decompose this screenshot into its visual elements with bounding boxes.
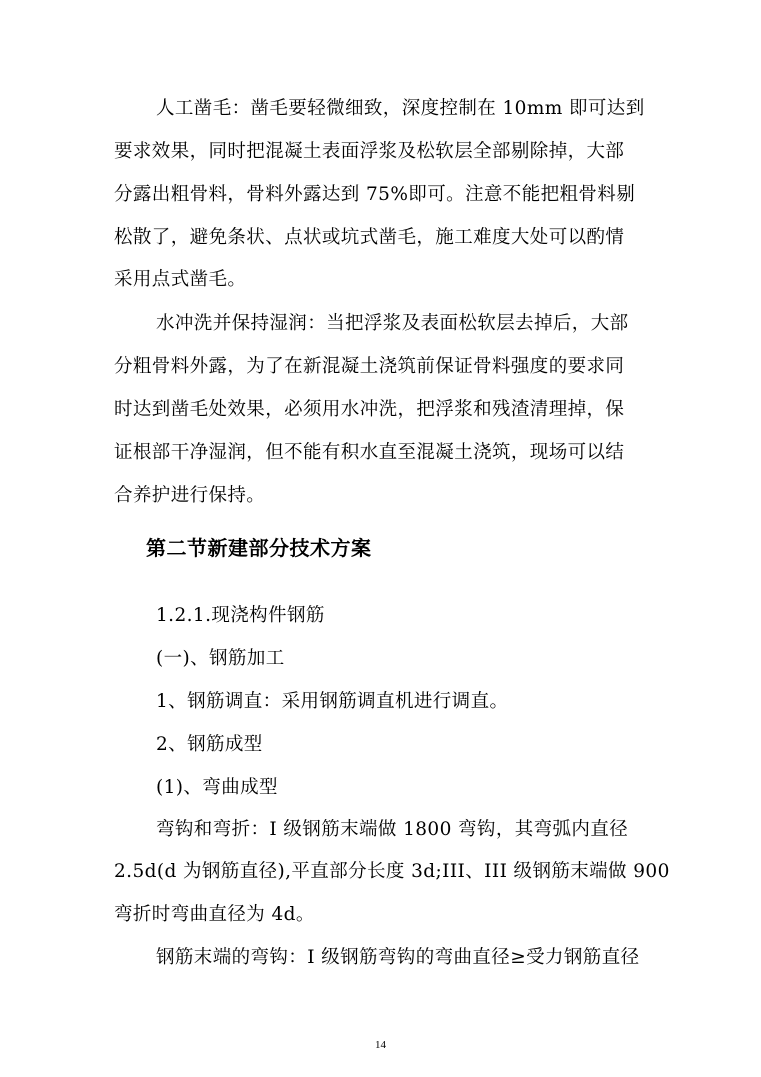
paragraph-1-line-2: 要求效果，同时把混凝土表面浮浆及松软层全部剔除掉，大部 bbox=[114, 141, 625, 162]
list-subitem-1: (1)、弯曲成型 bbox=[156, 777, 278, 798]
section-heading: 第二节新建部分技术方案 bbox=[146, 536, 372, 560]
paragraph-2-line-2: 分粗骨料外露，为了在新混凝土浇筑前保证骨料强度的要求同 bbox=[114, 356, 625, 377]
paragraph-1-line-5: 采用点式凿毛。 bbox=[114, 269, 247, 290]
bend-paragraph-line-3: 弯折时弯曲直径为 4d。 bbox=[114, 904, 315, 925]
hook-paragraph-line-1: 钢筋末端的弯钩：I 级钢筋弯钩的弯曲直径≥受力钢筋直径 bbox=[156, 947, 640, 968]
subsection-heading: 1.2.1.现浇构件钢筋 bbox=[156, 605, 325, 626]
paragraph-2-line-1: 水冲洗并保持湿润：当把浮浆及表面松软层去掉后，大部 bbox=[156, 313, 629, 334]
paragraph-2-line-5: 合养护进行保持。 bbox=[114, 485, 266, 506]
page-number: 14 bbox=[375, 1039, 386, 1051]
paragraph-1-line-4: 松散了，避免条状、点状或坑式凿毛，施工难度大处可以酌情 bbox=[114, 227, 625, 248]
paragraph-2-line-4: 证根部干净湿润，但不能有积水直至混凝土浇筑，现场可以结 bbox=[114, 442, 625, 463]
list-heading-steel-processing: (一)、钢筋加工 bbox=[156, 648, 285, 669]
paragraph-2-line-3: 时达到凿毛处效果，必须用水冲洗，把浮浆和残渣清理掉，保 bbox=[114, 399, 625, 420]
bend-paragraph-line-1: 弯钩和弯折：I 级钢筋末端做 1800 弯钩，其弯弧内直径 bbox=[156, 819, 629, 840]
list-item-2: 2、钢筋成型 bbox=[156, 734, 263, 755]
paragraph-1-line-1: 人工凿毛：凿毛要轻微细致，深度控制在 10mm 即可达到 bbox=[156, 98, 645, 119]
bend-paragraph-line-2: 2.5d(d 为钢筋直径),平直部分长度 3d;III、III 级钢筋末端做 900 bbox=[114, 861, 670, 882]
list-item-1: 1、钢筋调直：采用钢筋调直机进行调直。 bbox=[156, 691, 509, 712]
paragraph-1-line-3: 分露出粗骨料，骨料外露达到 75%即可。注意不能把粗骨料剔 bbox=[114, 184, 636, 205]
